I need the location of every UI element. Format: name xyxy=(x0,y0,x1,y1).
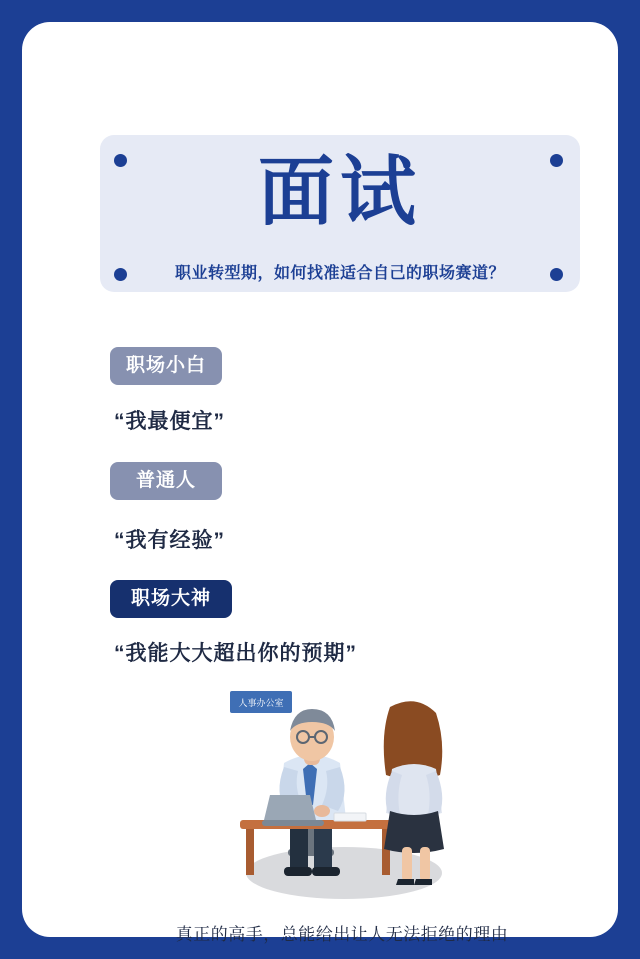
footer-caption: 真正的高手，总能给出让人无法拒绝的理由 xyxy=(175,925,509,944)
page-title: 面试 xyxy=(258,150,422,235)
level-tag-average: 普通人 xyxy=(110,462,222,500)
level-quote-expert: “我能大大超出你的预期” xyxy=(114,642,357,665)
level-quote-average: “我有经验” xyxy=(114,529,225,552)
interview-illustration xyxy=(222,677,477,902)
office-sign-label: 人事办公室 xyxy=(238,698,284,708)
poster-card xyxy=(22,22,618,944)
level-tag-expert: 职场大神 xyxy=(110,580,232,618)
level-quote-novice: “我最便宜” xyxy=(114,410,225,433)
level-tag-novice: 职场小白 xyxy=(110,347,222,385)
page-subtitle: 职业转型期，如何找准适合自己的职场赛道？ xyxy=(174,265,505,282)
